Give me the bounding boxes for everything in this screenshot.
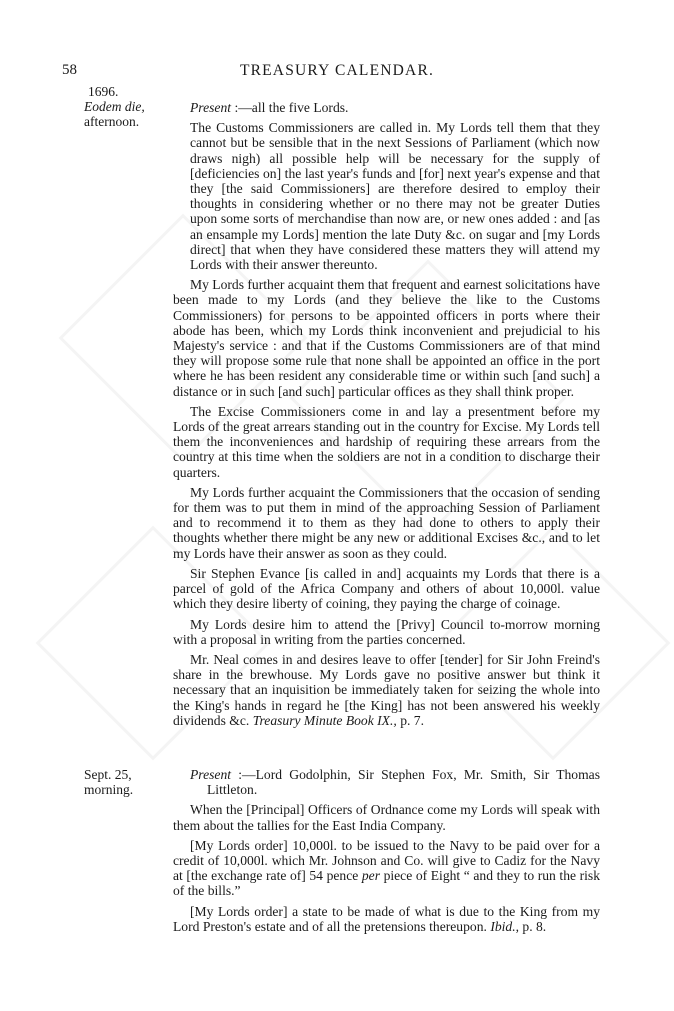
citation: Treasury Minute Book IX., — [252, 712, 397, 728]
paragraph: Sir Stephen Evance [is called in and] acquaints my Lords that there is a parcel of gold of the Africa Company and others of about 10,000l. value which they desire liberty of coining, they paying the charge of coinage. — [173, 565, 600, 612]
present-label: Present — [190, 100, 232, 115]
running-title: TREASURY CALENDAR. — [239, 62, 435, 79]
present-line — [173, 100, 600, 115]
margin-note-entry2 — [84, 767, 166, 797]
paragraph: My Lords desire him to attend the [Privy] Council to-morrow morning with a proposal in writing from the parties concerned. — [173, 616, 600, 647]
entry1-text — [173, 100, 600, 733]
margin-note-entry1 — [84, 84, 166, 129]
paragraph: The Customs Commissioners are called in. My Lords tell them that they cannot but be sensible that in the next Sessions of Parliament (which now draws nigh) all possible help will be necessary for the supply of [deficiencies on] the last year's funds and [for] next year's expense and that they [the said Commissioners] are therefore desired to employ their thoughts in considering whether or no there may not be greater Duties upon some sorts of merchandise than now are, or new ones added : and [as an ensample my Lords] mention the late Duty &c. on sugar and [my Lords direct] that when they have considered these matters they will attend my Lords with their answer thereunto. — [190, 120, 600, 273]
italic-word: per — [361, 868, 380, 884]
present-text: :—Lord Godolphin, Sir Stephen Fox, Mr. Smith, Sir Thomas Littleton. — [207, 767, 600, 798]
paragraph: My Lords further acquaint them that frequent and earnest solicitations have been made to my Lords (and they believe the like to the Customs Commissioners) for persons to be appointed officers in ports where their abode has been, which my Lords think inconvenient and prejudicial to his Majesty's service : and that if the Customs Commissioners are of that mind they will propose some rule that none shall be appointed an office in the port where he has been resident any considerable time or within such [and such] a distance or in such [and such] particular offices as they shall think proper. — [173, 277, 600, 399]
citation: Ibid. — [490, 918, 516, 934]
paragraph: My Lords further acquaint the Commissioners that the occasion of sending for them was to put them in mind of the approaching Session of Parliament and to recommend it to them as they had done to others to apply their thoughts whether there might be any new or additional Excises &c., and to let my Lords have their answer as soon as they could. — [173, 484, 600, 561]
paragraph — [173, 838, 600, 899]
margin-time: afternoon. — [84, 114, 140, 129]
paragraph-with-citation — [173, 652, 600, 728]
present-text: :—all the five Lords. — [234, 100, 349, 115]
citation-page: p. 7. — [400, 712, 424, 728]
paragraph-text: [My Lords order] a state to be made of what is due to the King from my Lord Preston's estate and of all the pretensions thereupon. — [173, 903, 600, 934]
citation-page: , p. 8. — [515, 918, 547, 934]
paragraph: The Excise Commissioners come in and lay a presentment before my Lords of the great arrears standing out in the country for Excise. My Lords tell them the inconveniences and hardship of requiring these arrears from the country at this time when the soldiers are not in a condition to discharge their quarters. — [173, 403, 600, 480]
margin-time: morning. — [84, 782, 134, 797]
margin-date: Eodem die, — [84, 99, 145, 114]
entry2-text — [173, 767, 600, 939]
paragraph-text: [My Lords order] 10,000l. to be issued to the Navy to be paid over for a credit of 10,000l. which Mr. Johnson and Co. will give to Cadiz for the Navy at [the exchange rate of] 54 pence — [173, 837, 600, 884]
paragraph: When the [Principal] Officers of Ordnance come my Lords will speak with them about the tallies for the East India Company. — [173, 802, 600, 833]
present-line — [173, 767, 600, 797]
paragraph-text: Mr. Neal comes in and desires leave to offer [tender] for Sir John Freind's share in the brewhouse. My Lords gave no positive answer but think it necessary that an inquisition be immediately taken for seizing the whole into the King's hands in regard he [the King] has not been answered his weekly dividends &c. — [173, 651, 600, 728]
paragraph-text: piece of Eight “ and they to run the risk of the bills.” — [173, 868, 601, 899]
margin-date: Sept. 25, — [84, 767, 132, 782]
page-number: 58 — [62, 62, 77, 78]
present-label: Present — [190, 767, 232, 782]
paragraph-with-citation — [173, 904, 600, 934]
margin-year: 1696. — [88, 84, 119, 99]
